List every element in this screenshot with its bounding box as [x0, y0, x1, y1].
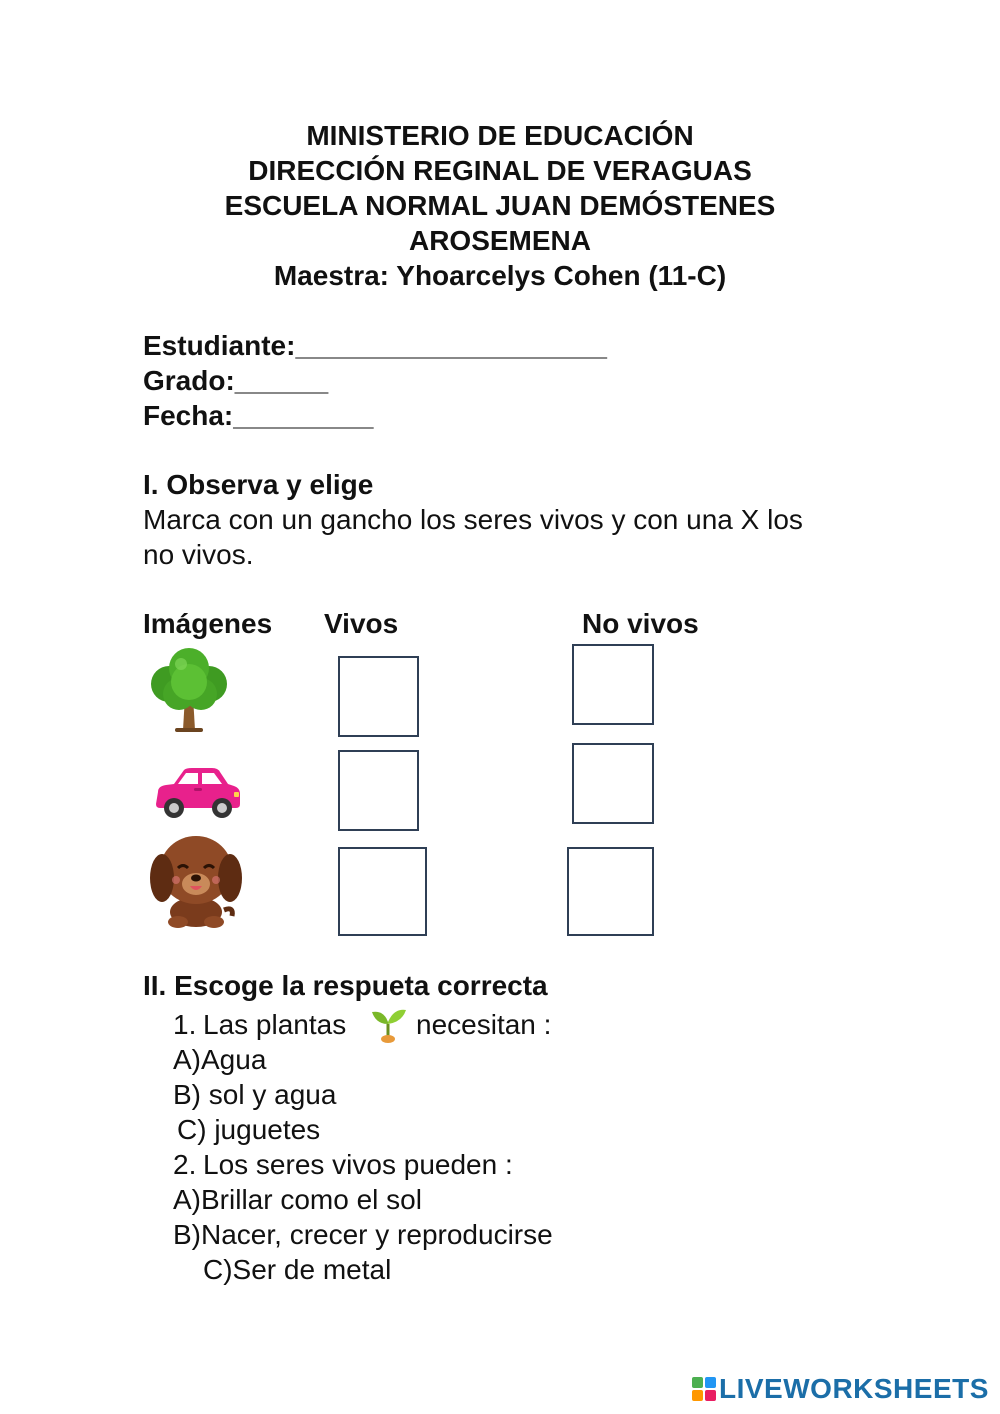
section2-title: II. Escoge la respueta correcta	[143, 970, 548, 1001]
document-header	[0, 118, 1000, 293]
liveworksheets-logo-icon	[692, 1377, 716, 1401]
question1-number: 1.	[173, 1009, 197, 1040]
grade-field[interactable]: Grado:______	[143, 365, 329, 396]
question1-option-b[interactable]: B) sol y agua	[173, 1079, 337, 1110]
header-school: ESCUELA NORMAL JUAN DEMÓSTENES	[224, 190, 776, 221]
header-school-cont: AROSEMENA	[408, 225, 591, 256]
car-nonliving-checkbox[interactable]	[572, 743, 654, 824]
tree-icon	[145, 646, 233, 734]
dog-nonliving-checkbox[interactable]	[567, 847, 654, 936]
question2-option-c[interactable]: C)Ser de metal	[203, 1254, 392, 1285]
question2-number: 2.	[173, 1149, 197, 1180]
column-header-images: Imágenes	[143, 608, 273, 639]
header-ministry: MINISTERIO DE EDUCACIÓN	[306, 120, 694, 151]
car-living-checkbox[interactable]	[338, 750, 419, 831]
question1-text: Las plantas	[203, 1009, 347, 1040]
section1-instruction-line2: no vivos.	[143, 539, 254, 570]
question1-option-a[interactable]: A)Agua	[173, 1044, 267, 1075]
student-field[interactable]: Estudiante:____________________	[143, 330, 607, 361]
question2-option-b[interactable]: B)Nacer, crecer y reproducirse	[173, 1219, 553, 1250]
tree-nonliving-checkbox[interactable]	[572, 644, 654, 725]
question2-option-a[interactable]: A)Brillar como el sol	[173, 1184, 422, 1215]
question1-option-c[interactable]: C) juguetes	[177, 1114, 321, 1145]
question2-text: Los seres vivos pueden :	[203, 1149, 513, 1180]
section1-instruction-line1: Marca con un gancho los seres vivos y con una X los	[143, 504, 803, 535]
column-header-living: Vivos	[324, 608, 399, 639]
header-teacher: Maestra: Yhoarcelys Cohen (11-C)	[273, 260, 727, 291]
liveworksheets-logo	[692, 1374, 989, 1404]
date-field[interactable]: Fecha:_________	[143, 400, 374, 431]
tree-living-checkbox[interactable]	[338, 656, 419, 737]
header-direction: DIRECCIÓN REGINAL DE VERAGUAS	[248, 155, 752, 186]
section1-title: I. Observa y elige	[143, 469, 374, 500]
dog-living-checkbox[interactable]	[338, 847, 427, 936]
column-header-nonliving: No vivos	[582, 608, 699, 639]
question1-text-end: necesitan :	[416, 1009, 552, 1040]
sprout-icon	[368, 1006, 408, 1044]
dog-icon	[148, 832, 246, 930]
liveworksheets-brand-text: LIVEWORKSHEETS	[719, 1373, 989, 1404]
car-icon	[152, 764, 242, 820]
